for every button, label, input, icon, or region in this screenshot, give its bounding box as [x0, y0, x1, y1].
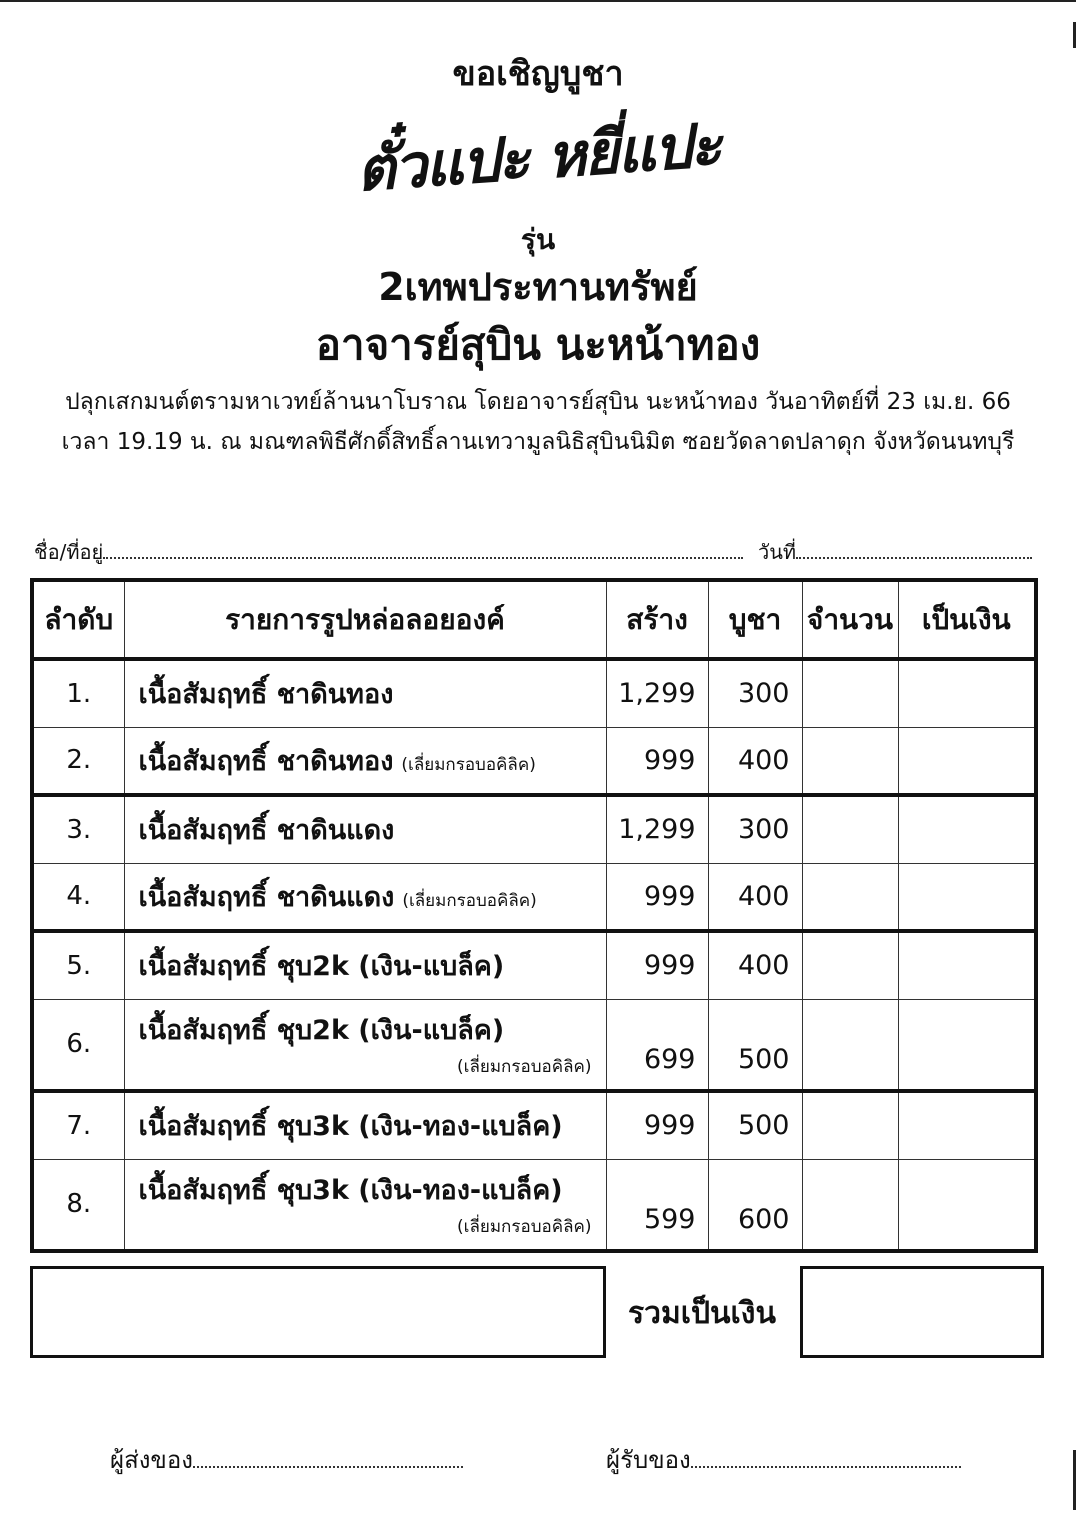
row-price: 500 — [708, 1091, 802, 1159]
row-item: เนื้อสัมฤทธิ์ ชุบ2k (เงิน-แบล็ค) (เลี่ยมกรอบอคิลิค) — [124, 999, 606, 1091]
top-border — [0, 0, 1076, 2]
description-line-1: ปลุกเสกมนต์ตรามหาเวทย์ล้านนาโบราณ โดยอาจารย์สุบิน นะหน้าทอง วันอาทิตย์ที่ 23 เม.ย. 66 — [65, 389, 1011, 415]
row-quantity-cell[interactable] — [802, 1091, 898, 1159]
row-item: เนื้อสัมฤทธิ์ ชาดินแดง (เลี่ยมกรอบอคิลิค) — [124, 863, 606, 931]
date-dots — [796, 539, 1032, 559]
header-no: ลำดับ — [32, 580, 124, 659]
acrylic-frame-note: (เลี่ยมกรอบอคิลิค) — [402, 890, 537, 911]
row-price: 600 — [708, 1159, 802, 1251]
row-made: 599 — [606, 1159, 708, 1251]
row-made: 1,299 — [606, 795, 708, 863]
brand-logo-text: ตั๋วแปะ หยี่แปะ — [353, 110, 723, 206]
row-no: 1. — [32, 659, 124, 727]
row-item: เนื้อสัมฤทธิ์ ชาดินทอง (เลี่ยมกรอบอคิลิค) — [124, 727, 606, 795]
date-label: วันที่ — [758, 540, 797, 564]
row-price: 400 — [708, 727, 802, 795]
row-no: 5. — [32, 931, 124, 999]
row-made: 999 — [606, 931, 708, 999]
master-name: อาจารย์สุบิน นะหน้าทอง — [315, 320, 761, 369]
row-item: เนื้อสัมฤทธิ์ ชาดินทอง — [124, 659, 606, 727]
acrylic-frame-note: (เลี่ยมกรอบอคิลิค) — [457, 1057, 592, 1078]
notes-box[interactable] — [30, 1266, 606, 1358]
order-table — [30, 578, 1038, 1253]
row-item: เนื้อสัมฤทธิ์ ชุบ2k (เงิน-แบล็ค) — [124, 931, 606, 999]
description-line-2: เวลา 19.19 น. ณ มณฑลพิธีศักดิ์สิทธิ์ลานเทวามูลนิธิสุบินนิมิต ซอยวัดลาดปลาดุก จังหวัดนนทบุรี — [61, 429, 1015, 455]
name-address-label: ชื่อ/ที่อยู่ — [34, 540, 104, 564]
table-row — [32, 863, 1036, 931]
row-amount-cell[interactable] — [898, 1091, 1036, 1159]
acrylic-frame-note: (เลี่ยมกรอบอคิลิค) — [401, 754, 536, 775]
name-address-dots — [103, 539, 743, 559]
row-made: 699 — [606, 999, 708, 1091]
acrylic-frame-note: (เลี่ยมกรอบอคิลิค) — [457, 1217, 592, 1238]
row-quantity-cell[interactable] — [802, 999, 898, 1091]
row-item: เนื้อสัมฤทธิ์ ชาดินแดง — [124, 795, 606, 863]
row-no: 8. — [32, 1159, 124, 1251]
row-item: เนื้อสัมฤทธิ์ ชุบ3k (เงิน-ทอง-แบล็ค) — [124, 1091, 606, 1159]
row-item: เนื้อสัมฤทธิ์ ชุบ3k (เงิน-ทอง-แบล็ค) (เลี่ยมกรอบอคิลิค) — [124, 1159, 606, 1251]
row-quantity-cell[interactable] — [802, 863, 898, 931]
row-amount-cell[interactable] — [898, 863, 1036, 931]
row-no: 2. — [32, 727, 124, 795]
row-price: 300 — [708, 795, 802, 863]
row-no: 7. — [32, 1091, 124, 1159]
header-price: บูชา — [708, 580, 802, 659]
total-label: รวมเป็นเงิน — [628, 1296, 776, 1331]
table-row — [32, 931, 1036, 999]
row-quantity-cell[interactable] — [802, 931, 898, 999]
table-header-row — [32, 580, 1036, 659]
receiver-label: ผู้รับของ — [606, 1446, 691, 1474]
row-no: 4. — [32, 863, 124, 931]
header-quantity: จำนวน — [802, 580, 898, 659]
row-amount-cell[interactable] — [898, 659, 1036, 727]
row-quantity-cell[interactable] — [802, 1159, 898, 1251]
sender-dots — [193, 1446, 463, 1468]
row-price: 300 — [708, 659, 802, 727]
row-price: 400 — [708, 931, 802, 999]
row-amount-cell[interactable] — [898, 999, 1036, 1091]
table-row — [32, 999, 1036, 1091]
row-amount-cell[interactable] — [898, 1159, 1036, 1251]
row-amount-cell[interactable] — [898, 795, 1036, 863]
sender-label: ผู้ส่งของ — [110, 1446, 193, 1474]
receiver-signature-field[interactable] — [606, 1440, 961, 1479]
row-price: 400 — [708, 863, 802, 931]
row-made: 1,299 — [606, 659, 708, 727]
name-address-field[interactable] — [34, 536, 743, 566]
table-row — [32, 1091, 1036, 1159]
row-quantity-cell[interactable] — [802, 659, 898, 727]
receiver-dots — [691, 1446, 961, 1468]
row-amount-cell[interactable] — [898, 931, 1036, 999]
header-made: สร้าง — [606, 580, 708, 659]
row-made: 999 — [606, 1091, 708, 1159]
total-amount-box[interactable] — [800, 1266, 1044, 1358]
row-price: 500 — [708, 999, 802, 1091]
header-amount: เป็นเงิน — [898, 580, 1036, 659]
table-row — [32, 727, 1036, 795]
row-no: 3. — [32, 795, 124, 863]
series-label: รุ่น — [520, 223, 556, 256]
header-item: รายการรูปหล่อลอยองค์ — [124, 580, 606, 659]
table-row — [32, 659, 1036, 727]
date-field[interactable] — [758, 536, 1032, 566]
series-name: 2เทพประทานทรัพย์ — [378, 265, 698, 309]
row-made: 999 — [606, 727, 708, 795]
table-row — [32, 795, 1036, 863]
invite-heading: ขอเชิญบูชา — [452, 54, 624, 94]
row-quantity-cell[interactable] — [802, 727, 898, 795]
table-row — [32, 1159, 1036, 1251]
row-amount-cell[interactable] — [898, 727, 1036, 795]
row-quantity-cell[interactable] — [802, 795, 898, 863]
sender-signature-field[interactable] — [110, 1440, 463, 1479]
row-made: 999 — [606, 863, 708, 931]
row-no: 6. — [32, 999, 124, 1091]
